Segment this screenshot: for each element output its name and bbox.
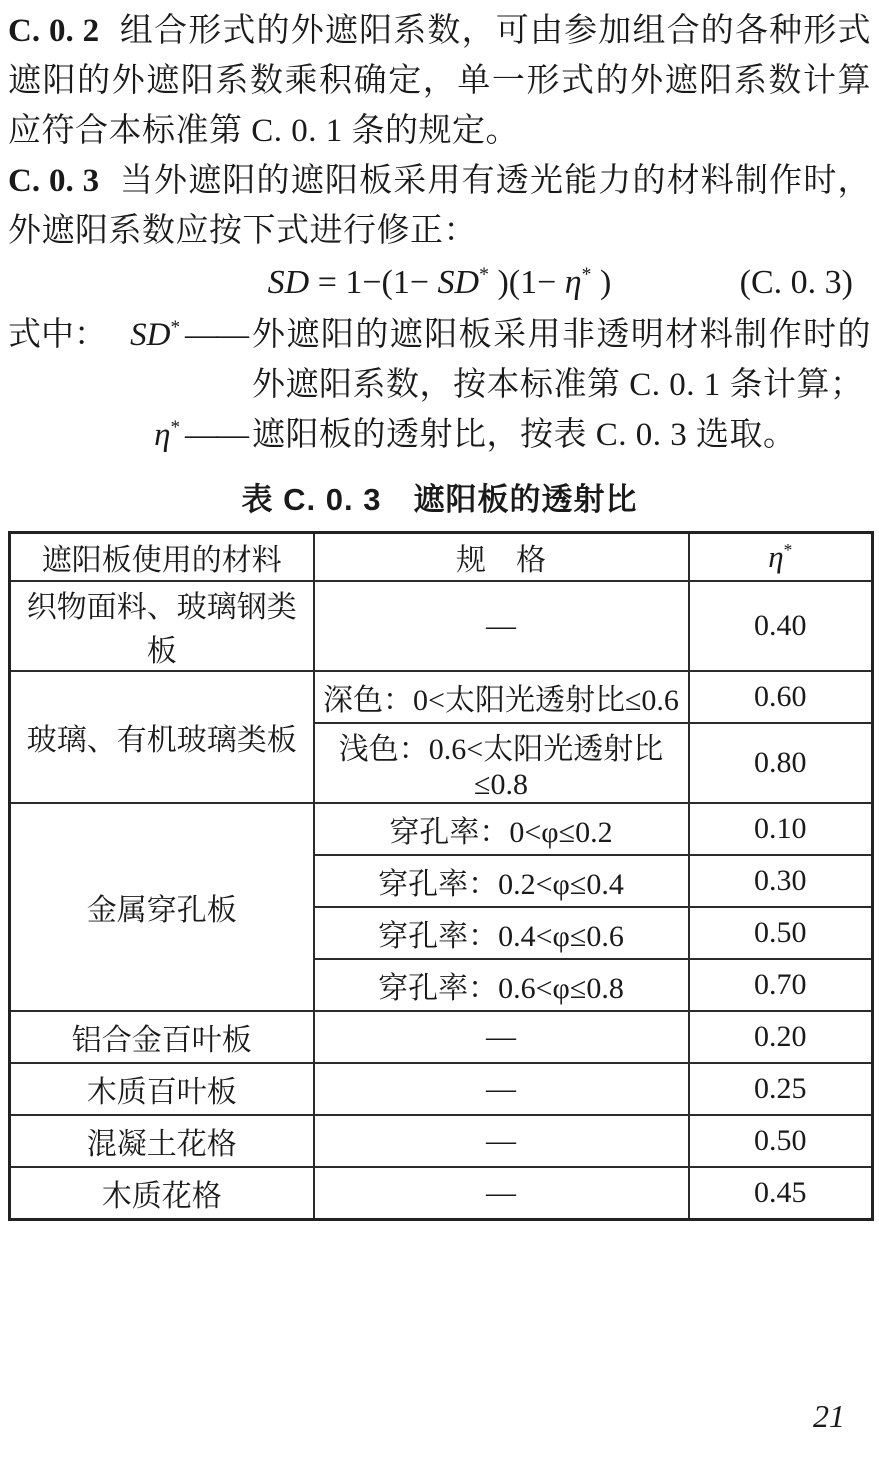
eta-value-cell: 0.50 <box>689 1115 873 1167</box>
material-cell: 金属穿孔板 <box>10 803 314 1011</box>
eta-value-cell: 0.60 <box>689 671 873 723</box>
definition-text-sd: 外遮阳的遮阳板采用非透明材料制作时的外遮阳系数，按本标准第 C. 0. 1 条计算； <box>252 317 871 403</box>
where-intro-spacer <box>8 410 112 460</box>
symbol-sd-star <box>112 310 180 410</box>
transmittance-table-body <box>10 581 873 1220</box>
table-title: 表 C. 0. 3 遮阳板的透射比 <box>241 482 638 517</box>
material-cell: 玻璃、有机玻璃类板 <box>10 671 314 803</box>
clause-c03-label: C. 0. 3 <box>8 163 100 199</box>
spec-cell: — <box>314 1115 689 1167</box>
formula-expression <box>268 264 612 301</box>
material-cell: 铝合金百叶板 <box>10 1011 314 1063</box>
formula-eq: = 1−(1− <box>309 264 438 301</box>
spec-cell: 深色：0<太阳光透射比≤0.6 <box>314 671 689 723</box>
clause-c02 <box>8 6 871 156</box>
header-eta <box>689 533 873 582</box>
material-cell: 木质花格 <box>10 1167 314 1220</box>
table-row <box>10 1063 873 1115</box>
definition-dash: —— <box>185 417 247 453</box>
table-row <box>10 671 873 723</box>
formula-sup-2: * <box>581 263 592 286</box>
clause-c03-text: 当外遮阳的遮阳板采用有透光能力的材料制作时，外遮阳系数应按下式进行修正： <box>8 163 871 249</box>
symbol-eta-sup: * <box>170 417 180 438</box>
formula-number: (C. 0. 3) <box>739 264 853 301</box>
spec-cell: — <box>314 1063 689 1115</box>
material-cell: 织物面料、玻璃钢类板 <box>10 581 314 671</box>
header-eta-sup: * <box>783 540 793 560</box>
eta-value-cell: 0.50 <box>689 907 873 959</box>
definition-text-eta: 遮阳板的透射比，按表 C. 0. 3 选取。 <box>252 417 797 453</box>
where-block <box>8 310 871 460</box>
page-number: 21 <box>813 1398 845 1434</box>
table-header-row <box>10 533 873 582</box>
where-row-sd <box>8 310 871 410</box>
symbol-sd-sup: * <box>170 317 180 338</box>
where-intro: 式中： <box>8 317 107 353</box>
spec-cell: — <box>314 581 689 671</box>
spec-cell: 浅色：0.6<太阳光透射比≤0.8 <box>314 723 689 803</box>
eta-value-cell: 0.20 <box>689 1011 873 1063</box>
formula-close: ) <box>591 264 612 301</box>
table-row <box>10 1167 873 1220</box>
material-cell: 混凝土花格 <box>10 1115 314 1167</box>
eta-value-cell: 0.10 <box>689 803 873 855</box>
symbol-eta: η <box>154 417 171 453</box>
eta-value-cell: 0.25 <box>689 1063 873 1115</box>
spec-cell: — <box>314 1011 689 1063</box>
symbol-eta-star <box>112 410 180 460</box>
table-row <box>10 1011 873 1063</box>
spec-cell: — <box>314 1167 689 1220</box>
formula-var-sd: SD <box>267 264 310 301</box>
header-material: 遮阳板使用的材料 <box>10 533 314 582</box>
header-spec: 规 格 <box>314 533 689 582</box>
table-row <box>10 581 873 671</box>
where-row-eta <box>8 410 871 460</box>
eta-value-cell: 0.80 <box>689 723 873 803</box>
eta-value-cell: 0.70 <box>689 959 873 1011</box>
table-row <box>10 803 873 855</box>
definition-dash: —— <box>185 317 247 353</box>
eta-value-cell: 0.30 <box>689 855 873 907</box>
formula-c03 <box>8 256 871 310</box>
eta-value-cell: 0.45 <box>689 1167 873 1220</box>
table-row <box>10 1115 873 1167</box>
spec-cell: 穿孔率：0<φ≤0.2 <box>314 803 689 855</box>
spec-cell: 穿孔率：0.6<φ≤0.8 <box>314 959 689 1011</box>
clause-c02-text: 组合形式的外遮阳系数，可由参加组合的各种形式遮阳的外遮阳系数乘积确定，单一形式的外遮阳系数计算应符合本标准第 C. 0. 1 条的规定。 <box>8 13 871 149</box>
transmittance-table <box>8 531 874 1221</box>
clause-c03 <box>8 156 871 256</box>
formula-mid: )(1− <box>488 264 565 301</box>
formula-var-eta: η <box>564 264 582 301</box>
formula-var-sd-star: SD <box>437 264 480 301</box>
clause-c02-label: C. 0. 2 <box>8 13 100 49</box>
symbol-sd: SD <box>130 317 171 353</box>
spec-cell: 穿孔率：0.2<φ≤0.4 <box>314 855 689 907</box>
formula-sup-1: * <box>479 263 489 286</box>
eta-value-cell: 0.40 <box>689 581 873 671</box>
header-eta-symbol: η <box>768 539 784 574</box>
spec-cell: 穿孔率：0.4<φ≤0.6 <box>314 907 689 959</box>
material-cell: 木质百叶板 <box>10 1063 314 1115</box>
